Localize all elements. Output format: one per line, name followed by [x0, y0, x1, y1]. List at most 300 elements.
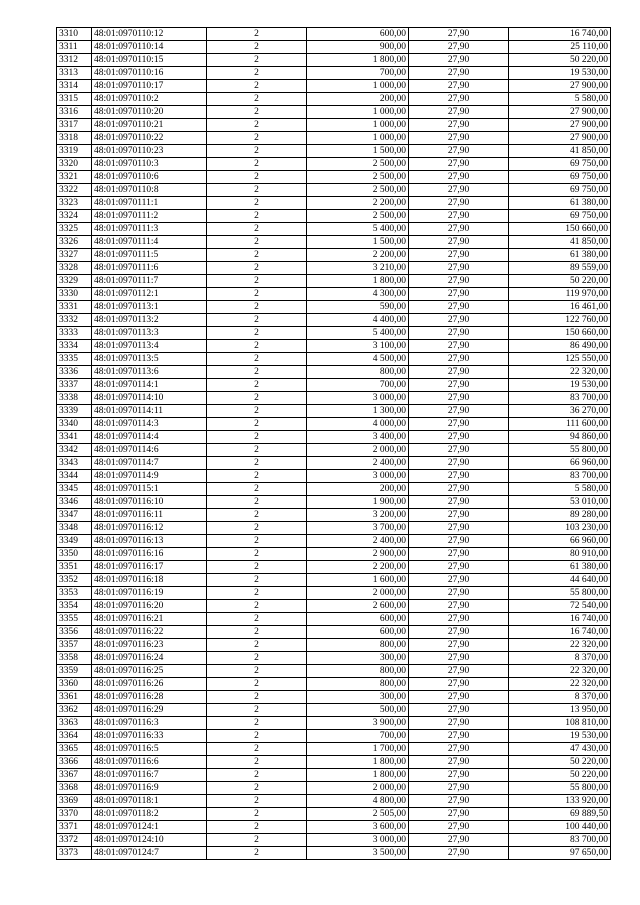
row-number: 3320: [57, 158, 92, 171]
row-number: 3313: [57, 67, 92, 80]
table-row: [57, 470, 611, 483]
category-cell: 2: [207, 262, 307, 275]
row-number: 3351: [57, 561, 92, 574]
table-row: [57, 197, 611, 210]
row-number: 3319: [57, 145, 92, 158]
cadastral-number: 48:01:0970110:21: [92, 119, 207, 132]
table-row: [57, 301, 611, 314]
area-cell: 4 300,00: [307, 288, 409, 301]
sum-cell: 50 220,00: [509, 756, 611, 769]
sum-cell: 89 280,00: [509, 509, 611, 522]
category-cell: 2: [207, 210, 307, 223]
sum-cell: 69 750,00: [509, 210, 611, 223]
category-cell: 2: [207, 353, 307, 366]
sum-cell: 119 970,00: [509, 288, 611, 301]
sum-cell: 19 530,00: [509, 730, 611, 743]
rate-cell: 27,90: [409, 561, 509, 574]
cadastral-number: 48:01:0970116:7: [92, 769, 207, 782]
table-row: [57, 262, 611, 275]
rate-cell: 27,90: [409, 704, 509, 717]
sum-cell: 44 640,00: [509, 574, 611, 587]
table-row: [57, 483, 611, 496]
area-cell: 2 500,00: [307, 171, 409, 184]
area-cell: 1 900,00: [307, 496, 409, 509]
row-number: 3323: [57, 197, 92, 210]
area-cell: 3 500,00: [307, 847, 409, 860]
cadastral-number: 48:01:0970114:4: [92, 431, 207, 444]
table-row: [57, 704, 611, 717]
sum-cell: 13 950,00: [509, 704, 611, 717]
category-cell: 2: [207, 236, 307, 249]
area-cell: 3 000,00: [307, 470, 409, 483]
cadastral-number: 48:01:0970110:17: [92, 80, 207, 93]
table-row: [57, 431, 611, 444]
row-number: 3340: [57, 418, 92, 431]
category-cell: 2: [207, 301, 307, 314]
area-cell: 500,00: [307, 704, 409, 717]
category-cell: 2: [207, 119, 307, 132]
row-number: 3371: [57, 821, 92, 834]
table-body: [57, 28, 611, 860]
cadastral-number: 48:01:0970116:28: [92, 691, 207, 704]
category-cell: 2: [207, 535, 307, 548]
category-cell: 2: [207, 327, 307, 340]
area-cell: 1 800,00: [307, 54, 409, 67]
area-cell: 2 000,00: [307, 444, 409, 457]
table-row: [57, 509, 611, 522]
row-number: 3339: [57, 405, 92, 418]
rate-cell: 27,90: [409, 145, 509, 158]
row-number: 3370: [57, 808, 92, 821]
row-number: 3344: [57, 470, 92, 483]
sum-cell: 16 740,00: [509, 28, 611, 41]
row-number: 3327: [57, 249, 92, 262]
sum-cell: 72 540,00: [509, 600, 611, 613]
cadastral-number: 48:01:0970116:25: [92, 665, 207, 678]
row-number: 3311: [57, 41, 92, 54]
category-cell: 2: [207, 470, 307, 483]
rate-cell: 27,90: [409, 301, 509, 314]
sum-cell: 69 750,00: [509, 171, 611, 184]
row-number: 3349: [57, 535, 92, 548]
rate-cell: 27,90: [409, 405, 509, 418]
rate-cell: 27,90: [409, 431, 509, 444]
sum-cell: 122 760,00: [509, 314, 611, 327]
area-cell: 700,00: [307, 67, 409, 80]
rate-cell: 27,90: [409, 314, 509, 327]
sum-cell: 22 320,00: [509, 366, 611, 379]
row-number: 3352: [57, 574, 92, 587]
cadastral-number: 48:01:0970115:1: [92, 483, 207, 496]
table-row: [57, 223, 611, 236]
category-cell: 2: [207, 28, 307, 41]
table-row: [57, 418, 611, 431]
cadastral-number: 48:01:0970116:18: [92, 574, 207, 587]
table-row: [57, 665, 611, 678]
data-table: [56, 27, 611, 860]
area-cell: 200,00: [307, 483, 409, 496]
rate-cell: 27,90: [409, 548, 509, 561]
cadastral-number: 48:01:0970111:1: [92, 197, 207, 210]
cadastral-number: 48:01:0970113:2: [92, 314, 207, 327]
table-row: [57, 626, 611, 639]
rate-cell: 27,90: [409, 366, 509, 379]
category-cell: 2: [207, 132, 307, 145]
cadastral-number: 48:01:0970111:2: [92, 210, 207, 223]
cadastral-number: 48:01:0970116:21: [92, 613, 207, 626]
row-number: 3325: [57, 223, 92, 236]
sum-cell: 41 850,00: [509, 236, 611, 249]
cadastral-number: 48:01:0970124:10: [92, 834, 207, 847]
rate-cell: 27,90: [409, 587, 509, 600]
row-number: 3312: [57, 54, 92, 67]
rate-cell: 27,90: [409, 769, 509, 782]
area-cell: 3 900,00: [307, 717, 409, 730]
sum-cell: 55 800,00: [509, 444, 611, 457]
area-cell: 1 500,00: [307, 145, 409, 158]
rate-cell: 27,90: [409, 119, 509, 132]
rate-cell: 27,90: [409, 171, 509, 184]
table-row: [57, 730, 611, 743]
table-row: [57, 236, 611, 249]
table-row: [57, 353, 611, 366]
area-cell: 800,00: [307, 665, 409, 678]
rate-cell: 27,90: [409, 691, 509, 704]
cadastral-number: 48:01:0970116:23: [92, 639, 207, 652]
cadastral-number: 48:01:0970113:6: [92, 366, 207, 379]
table-row: [57, 743, 611, 756]
category-cell: 2: [207, 405, 307, 418]
row-number: 3367: [57, 769, 92, 782]
rate-cell: 27,90: [409, 613, 509, 626]
row-number: 3346: [57, 496, 92, 509]
sum-cell: 19 530,00: [509, 67, 611, 80]
cadastral-number: 48:01:0970110:15: [92, 54, 207, 67]
rate-cell: 27,90: [409, 54, 509, 67]
table-row: [57, 405, 611, 418]
table-row: [57, 41, 611, 54]
table-row: [57, 613, 611, 626]
table-row: [57, 535, 611, 548]
cadastral-number: 48:01:0970111:4: [92, 236, 207, 249]
category-cell: 2: [207, 418, 307, 431]
sum-cell: 22 320,00: [509, 678, 611, 691]
cadastral-number: 48:01:0970116:5: [92, 743, 207, 756]
cadastral-number: 48:01:0970118:1: [92, 795, 207, 808]
row-number: 3322: [57, 184, 92, 197]
area-cell: 2 000,00: [307, 587, 409, 600]
area-cell: 2 900,00: [307, 548, 409, 561]
table-row: [57, 366, 611, 379]
cadastral-number: 48:01:0970111:5: [92, 249, 207, 262]
sum-cell: 22 320,00: [509, 639, 611, 652]
rate-cell: 27,90: [409, 795, 509, 808]
sum-cell: 36 270,00: [509, 405, 611, 418]
category-cell: 2: [207, 275, 307, 288]
table-row: [57, 600, 611, 613]
category-cell: 2: [207, 483, 307, 496]
category-cell: 2: [207, 457, 307, 470]
sum-cell: 69 750,00: [509, 158, 611, 171]
sum-cell: 86 490,00: [509, 340, 611, 353]
table-row: [57, 314, 611, 327]
rate-cell: 27,90: [409, 730, 509, 743]
rate-cell: 27,90: [409, 392, 509, 405]
category-cell: 2: [207, 522, 307, 535]
cadastral-number: 48:01:0970116:3: [92, 717, 207, 730]
row-number: 3357: [57, 639, 92, 652]
table-row: [57, 587, 611, 600]
table-row: [57, 327, 611, 340]
category-cell: 2: [207, 795, 307, 808]
rate-cell: 27,90: [409, 158, 509, 171]
table-row: [57, 522, 611, 535]
rate-cell: 27,90: [409, 418, 509, 431]
table-row: [57, 288, 611, 301]
area-cell: 700,00: [307, 730, 409, 743]
sum-cell: 83 700,00: [509, 470, 611, 483]
sum-cell: 133 920,00: [509, 795, 611, 808]
rate-cell: 27,90: [409, 275, 509, 288]
sum-cell: 16 740,00: [509, 613, 611, 626]
area-cell: 5 400,00: [307, 223, 409, 236]
cadastral-number: 48:01:0970113:5: [92, 353, 207, 366]
sum-cell: 41 850,00: [509, 145, 611, 158]
area-cell: 200,00: [307, 93, 409, 106]
area-cell: 5 400,00: [307, 327, 409, 340]
area-cell: 1 700,00: [307, 743, 409, 756]
cadastral-number: 48:01:0970116:22: [92, 626, 207, 639]
category-cell: 2: [207, 444, 307, 457]
cadastral-number: 48:01:0970111:7: [92, 275, 207, 288]
category-cell: 2: [207, 626, 307, 639]
row-number: 3353: [57, 587, 92, 600]
table-row: [57, 769, 611, 782]
area-cell: 1 300,00: [307, 405, 409, 418]
cadastral-number: 48:01:0970116:6: [92, 756, 207, 769]
row-number: 3350: [57, 548, 92, 561]
sum-cell: 61 380,00: [509, 197, 611, 210]
sum-cell: 55 800,00: [509, 782, 611, 795]
category-cell: 2: [207, 340, 307, 353]
rate-cell: 27,90: [409, 756, 509, 769]
area-cell: 1 000,00: [307, 132, 409, 145]
row-number: 3333: [57, 327, 92, 340]
rate-cell: 27,90: [409, 496, 509, 509]
rate-cell: 27,90: [409, 340, 509, 353]
row-number: 3365: [57, 743, 92, 756]
row-number: 3363: [57, 717, 92, 730]
row-number: 3315: [57, 93, 92, 106]
cadastral-number: 48:01:0970110:6: [92, 171, 207, 184]
category-cell: 2: [207, 743, 307, 756]
sum-cell: 80 910,00: [509, 548, 611, 561]
sum-cell: 111 600,00: [509, 418, 611, 431]
sum-cell: 22 320,00: [509, 665, 611, 678]
row-number: 3366: [57, 756, 92, 769]
table-row: [57, 457, 611, 470]
category-cell: 2: [207, 834, 307, 847]
rate-cell: 27,90: [409, 379, 509, 392]
area-cell: 2 200,00: [307, 197, 409, 210]
cadastral-number: 48:01:0970116:33: [92, 730, 207, 743]
row-number: 3321: [57, 171, 92, 184]
row-number: 3337: [57, 379, 92, 392]
row-number: 3328: [57, 262, 92, 275]
row-number: 3332: [57, 314, 92, 327]
table-row: [57, 171, 611, 184]
table-row: [57, 756, 611, 769]
cadastral-number: 48:01:0970116:29: [92, 704, 207, 717]
area-cell: 2 400,00: [307, 535, 409, 548]
category-cell: 2: [207, 496, 307, 509]
category-cell: 2: [207, 730, 307, 743]
area-cell: 2 500,00: [307, 158, 409, 171]
sum-cell: 103 230,00: [509, 522, 611, 535]
area-cell: 700,00: [307, 379, 409, 392]
table-row: [57, 678, 611, 691]
table-row: [57, 496, 611, 509]
sum-cell: 150 660,00: [509, 327, 611, 340]
rate-cell: 27,90: [409, 93, 509, 106]
category-cell: 2: [207, 652, 307, 665]
sum-cell: 66 960,00: [509, 535, 611, 548]
row-number: 3329: [57, 275, 92, 288]
table-row: [57, 834, 611, 847]
area-cell: 2 000,00: [307, 782, 409, 795]
sum-cell: 61 380,00: [509, 249, 611, 262]
row-number: 3341: [57, 431, 92, 444]
cadastral-number: 48:01:0970116:20: [92, 600, 207, 613]
table-row: [57, 93, 611, 106]
row-number: 3342: [57, 444, 92, 457]
rate-cell: 27,90: [409, 483, 509, 496]
rate-cell: 27,90: [409, 535, 509, 548]
row-number: 3361: [57, 691, 92, 704]
row-number: 3362: [57, 704, 92, 717]
sum-cell: 16 740,00: [509, 626, 611, 639]
table-row: [57, 821, 611, 834]
rate-cell: 27,90: [409, 249, 509, 262]
table-row: [57, 249, 611, 262]
category-cell: 2: [207, 847, 307, 860]
category-cell: 2: [207, 249, 307, 262]
sum-cell: 16 461,00: [509, 301, 611, 314]
area-cell: 600,00: [307, 613, 409, 626]
area-cell: 1 800,00: [307, 756, 409, 769]
rate-cell: 27,90: [409, 522, 509, 535]
area-cell: 1 000,00: [307, 80, 409, 93]
area-cell: 4 500,00: [307, 353, 409, 366]
table-row: [57, 691, 611, 704]
rate-cell: 27,90: [409, 184, 509, 197]
row-number: 3372: [57, 834, 92, 847]
category-cell: 2: [207, 158, 307, 171]
category-cell: 2: [207, 613, 307, 626]
category-cell: 2: [207, 171, 307, 184]
category-cell: 2: [207, 769, 307, 782]
sum-cell: 69 889,50: [509, 808, 611, 821]
row-number: 3338: [57, 392, 92, 405]
area-cell: 2 600,00: [307, 600, 409, 613]
table-row: [57, 275, 611, 288]
category-cell: 2: [207, 431, 307, 444]
area-cell: 2 200,00: [307, 561, 409, 574]
rate-cell: 27,90: [409, 132, 509, 145]
cadastral-number: 48:01:0970114:6: [92, 444, 207, 457]
rate-cell: 27,90: [409, 808, 509, 821]
rate-cell: 27,90: [409, 782, 509, 795]
category-cell: 2: [207, 288, 307, 301]
sum-cell: 97 650,00: [509, 847, 611, 860]
table-row: [57, 67, 611, 80]
area-cell: 600,00: [307, 28, 409, 41]
row-number: 3347: [57, 509, 92, 522]
category-cell: 2: [207, 600, 307, 613]
cadastral-number: 48:01:0970110:22: [92, 132, 207, 145]
row-number: 3364: [57, 730, 92, 743]
area-cell: 800,00: [307, 678, 409, 691]
cadastral-number: 48:01:0970110:3: [92, 158, 207, 171]
row-number: 3324: [57, 210, 92, 223]
rate-cell: 27,90: [409, 197, 509, 210]
rate-cell: 27,90: [409, 665, 509, 678]
area-cell: 4 000,00: [307, 418, 409, 431]
table-row: [57, 54, 611, 67]
cadastral-number: 48:01:0970113:3: [92, 327, 207, 340]
area-cell: 3 210,00: [307, 262, 409, 275]
row-number: 3334: [57, 340, 92, 353]
row-number: 3345: [57, 483, 92, 496]
area-cell: 300,00: [307, 652, 409, 665]
rate-cell: 27,90: [409, 67, 509, 80]
area-cell: 900,00: [307, 41, 409, 54]
rate-cell: 27,90: [409, 262, 509, 275]
area-cell: 1 000,00: [307, 119, 409, 132]
cadastral-number: 48:01:0970110:8: [92, 184, 207, 197]
cadastral-number: 48:01:0970113:1: [92, 301, 207, 314]
sum-cell: 27 900,00: [509, 106, 611, 119]
category-cell: 2: [207, 41, 307, 54]
category-cell: 2: [207, 54, 307, 67]
cadastral-number: 48:01:0970110:14: [92, 41, 207, 54]
rate-cell: 27,90: [409, 327, 509, 340]
rate-cell: 27,90: [409, 639, 509, 652]
area-cell: 3 100,00: [307, 340, 409, 353]
table-row: [57, 717, 611, 730]
sum-cell: 108 810,00: [509, 717, 611, 730]
cadastral-number: 48:01:0970114:1: [92, 379, 207, 392]
category-cell: 2: [207, 782, 307, 795]
category-cell: 2: [207, 80, 307, 93]
category-cell: 2: [207, 509, 307, 522]
cadastral-number: 48:01:0970114:7: [92, 457, 207, 470]
row-number: 3356: [57, 626, 92, 639]
cadastral-number: 48:01:0970112:1: [92, 288, 207, 301]
area-cell: 1 500,00: [307, 236, 409, 249]
sum-cell: 19 530,00: [509, 379, 611, 392]
table-row: [57, 652, 611, 665]
sum-cell: 50 220,00: [509, 54, 611, 67]
area-cell: 3 600,00: [307, 821, 409, 834]
table-row: [57, 639, 611, 652]
cadastral-number: 48:01:0970116:19: [92, 587, 207, 600]
rate-cell: 27,90: [409, 821, 509, 834]
category-cell: 2: [207, 639, 307, 652]
cadastral-number: 48:01:0970110:23: [92, 145, 207, 158]
cadastral-number: 48:01:0970116:12: [92, 522, 207, 535]
sum-cell: 55 800,00: [509, 587, 611, 600]
